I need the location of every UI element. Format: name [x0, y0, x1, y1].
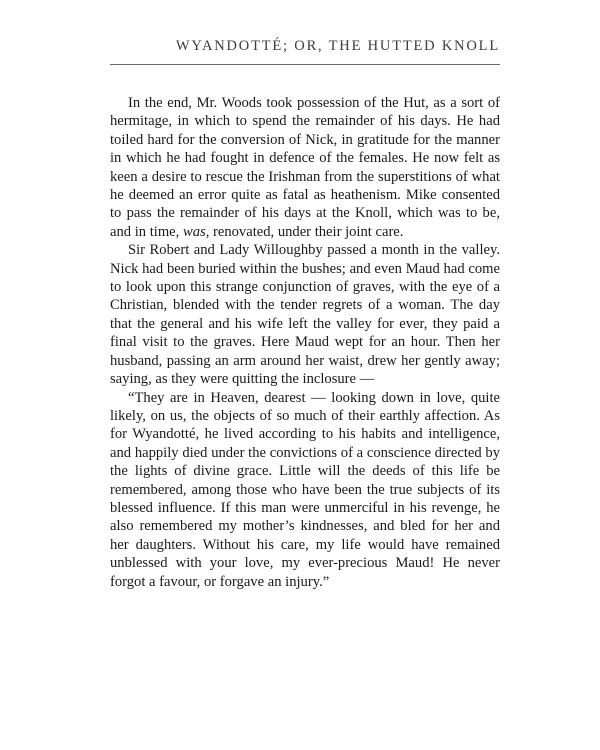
paragraph-1-before: In the end, Mr. Woods took possession of the Hut, as a sort of hermitage, in which to spend the remainder of his days. He had toiled hard for the conversion of Nick, in gratitude for the manner in which he had fought in defence of the females. He now felt as keen a desire to rescue the Irishman from the superstitions of what he deemed an error quite as fatal as heathenism. Mike consented to pass the remainder of his days at the Knoll, which was to be, and in time,: [110, 95, 500, 240]
running-head-title: WYANDOTTÉ; OR, THE HUTTED KNOLL: [175, 38, 500, 54]
paragraph-1-after: , renovated, under their joint care.: [205, 223, 404, 240]
paragraph-1-emphasis: was: [182, 223, 206, 240]
paragraph-3: “They are in Heaven, dearest — looking down in love, quite likely, on us, the objects of so much of their earthly affection. As for Wyandotté, he lived according to his habits and intelligence, and happily died under the convictions of a conscience directed by the lights of divine grace. Little will the deeds of this life be remembered, among those who have been the true subjects of its blessed influence. If this man were unmerciful in his revenge, he also remembered my mother’s kindnesses, and bled for her and her daughters. Without his care, my life would have remained unblessed with your love, my ever-precious Maud! He never forgot a favour, or forgave an injury.”: [110, 389, 500, 590]
paragraph-1: [110, 94, 500, 241]
body-text: [110, 94, 500, 591]
paragraph-2: Sir Robert and Lady Willoughby passed a month in the valley. Nick had been buried within the bushes; and even Maud had come to look upon this strange conjunction of graves, with the eye of a Christian, blended with the tender regrets of a woman. The day that the general and his wife left the valley for ever, they paid a final visit to the graves. Here Maud wept for an hour. Then her husband, passing an arm around her waist, drew her gently away; saying, as they were quitting the inclosure —: [110, 242, 500, 388]
header-rule: [110, 64, 500, 65]
